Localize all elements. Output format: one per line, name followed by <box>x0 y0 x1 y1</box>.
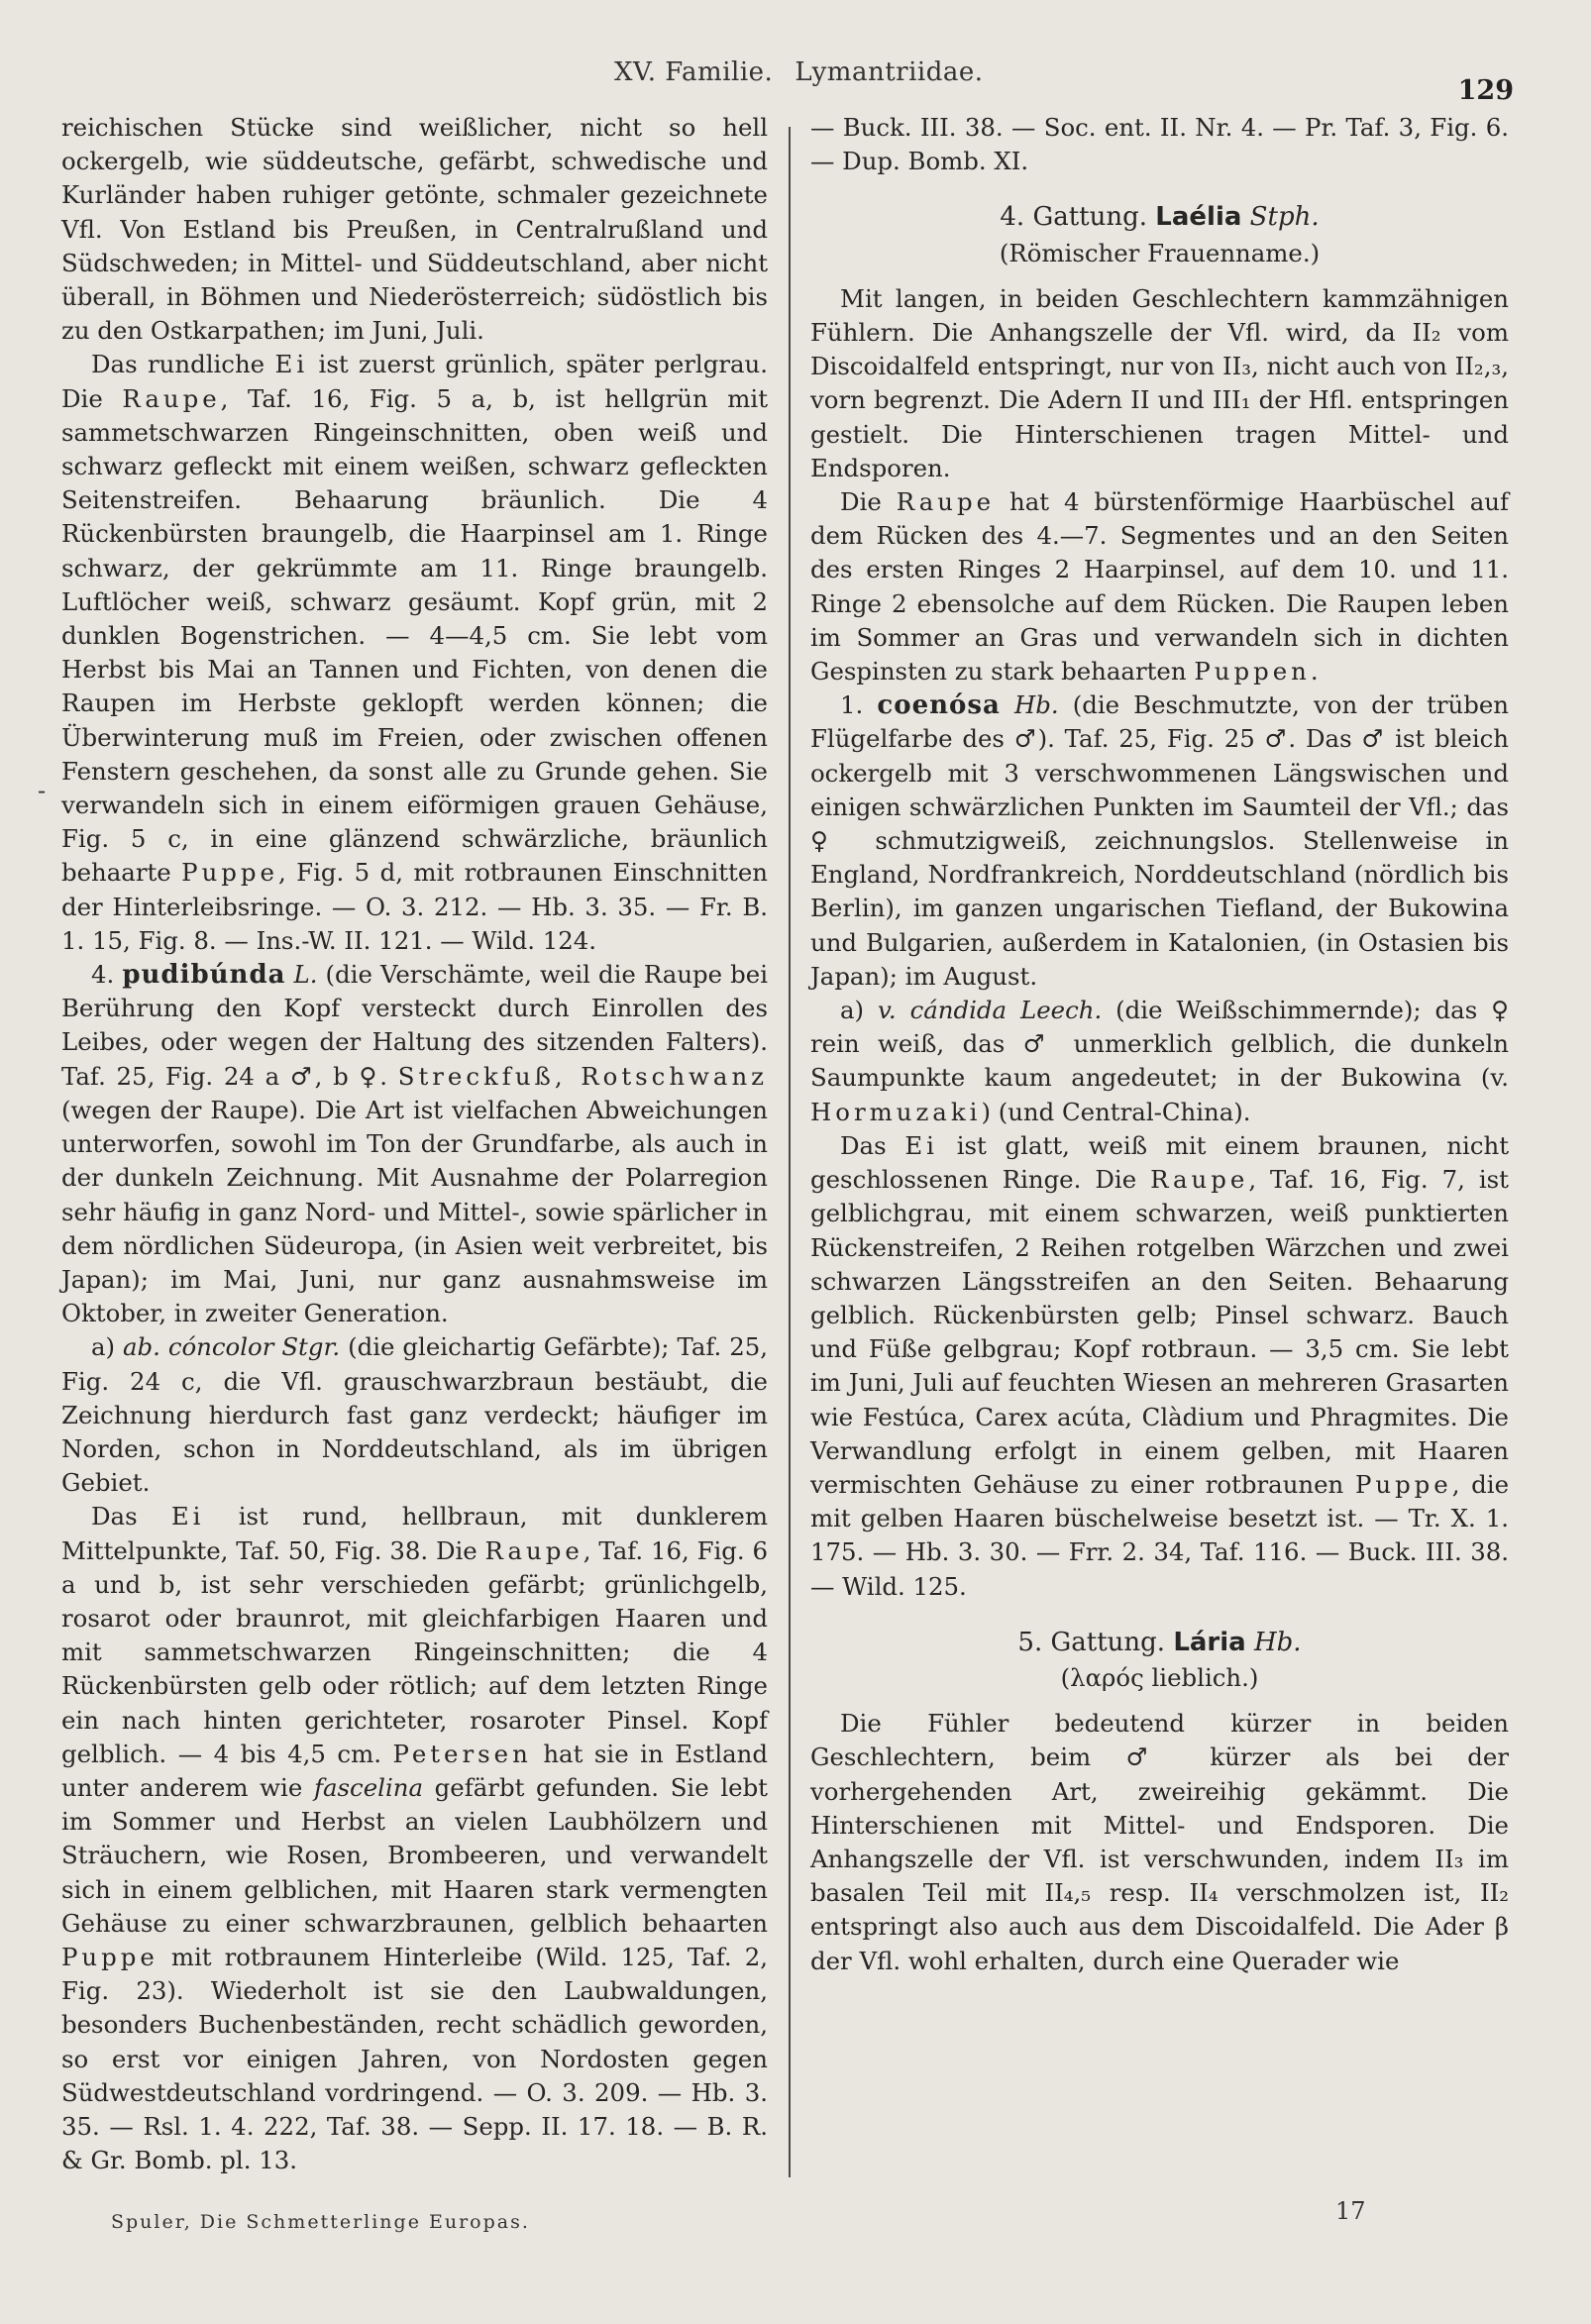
paragraph-genus-description: Die Fühler bedeutend kürzer in beiden Geschlechtern, beim ♂ kürzer als bei der vorhergehenden Art, zweireihig gekämmt. Die Hinterschienen mit Mittel- und Endsporen. Die Anhangszelle der Vfl. ist verschwunden, indem II₃ im basalen Teil mit II₄,₅ resp. II₄ verschmolzen ist, II₂ entspringt also auch aus dem Discoidalfeld. Die Ader β der Vfl. wohl erhalten, durch eine Querader wie <box>810 1709 1509 1975</box>
genus-heading-laelia: 4. Gattung. Laélia Stph. <box>1000 202 1320 233</box>
running-head <box>614 57 984 87</box>
genus-heading-laria: 5. Gattung. Lária Hb. <box>1017 1627 1302 1657</box>
paragraph-genus-description: Mit langen, in beiden Geschlechtern kammzähnigen Fühlern. Die Anhangszelle der Vfl. wird, da II₂ vom Discoidalfeld entspringt, nur von II₃, nicht auch von II₂,₃, vorn begrenzt. Die Adern II und III₁ der Hfl. entspringen gestielt. Die Hinterschienen tragen Mittel- und Endsporen. <box>810 283 1509 482</box>
paragraph-distribution: reichischen Stücke sind weißlicher, nicht so hell ockergelb, wie süddeutsche, gefärbt, schwedische und Kurländer haben ruhiger getönte, schmaler gezeichnete Vfl. Von Estland bis Preußen, in Centralrußland und Südschweden; in Mittel- und Süddeutschland, aber nicht überall, in Böhmen und Niederösterreich; südöstlich bis zu den Ostkarpathen; im Juni, Juli. <box>61 113 768 346</box>
family-number: XV. Familie. <box>614 57 774 87</box>
aberration-concolor: a) ab. cóncolor Stgr. (die gleichartig Gefärbte); Taf. 25, Fig. 24 c, die Vfl. grauschwarzbraun bestäubt, die Zeichnung hierdurch fast ganz verdeckt; häufiger im Norden, schon in Norddeutschland, als im übrigen Gebiet. <box>61 1332 769 1498</box>
species-entry-pudibunda: 4. pudibúnda L. (die Verschämte, weil die Raupe bei Berührung den Kopf versteckt durch Einrollen des Leibes, oder wegen der Haltung des sitzenden Falters). Taf. 25, Fig. 24 a ♂, b ♀. Streckfuß, Rotschwanz (wegen der Raupe). Die Art ist vielfachen Abweichungen unterworfen, sowohl im Ton der Grundfarbe, als auch in der dunkeln Zeichnung. Mit Ausnahme der Polarregion sehr häufig in ganz Nord- und Mittel-, sowie spärlicher in dem nördlichen Südeuropa, (in Asien weit verbreitet, bis Japan); im Mai, Juni, nur ganz ausnahmsweise im Oktober, in zweiter Generation. <box>61 960 769 1328</box>
paragraph-larva-genus: Die Raupe hat 4 bürstenförmige Haarbüschel auf dem Rücken des 4.—7. Segmentes und an den Seiten des ersten Ringes 2 Haarpinsel, auf dem 10. und 11. Ringe 2 ebensolche auf dem Rücken. Die Raupen leben im Sommer an Gras und verwandeln sich in dichten Gespinsten zu stark behaarten Puppen. <box>810 487 1510 687</box>
paragraph-egg-larva: Das rundliche Ei ist zuerst grünlich, später perlgrau. Die Raupe, Taf. 16, Fig. 5 a, b, ist hellgrün mit sammetschwarzen Ringeinschnitten, oben weiß und schwarz gefleckt mit einem weißen, schwarz gefleckten Seitenstreifen. Behaarung bräunlich. Die 4 Rückenbürsten braungelb, die Haarpinsel am 1. Ringe schwarz, der gekrümmte am 11. Ringe braungelb. Luftlöcher weiß, schwarz gesäumt. Kopf grün, mit 2 dunklen Bogenstrichen. — 4—4,5 cm. Sie lebt vom Herbst bis Mai an Tannen und Fichten, von denen die Raupen im Herbste geklopft werden können; die Überwinterung muß im Freien, oder zwischen offenen Fenstern geschehen, da sonst alle zu Grunde gehen. Sie verwandeln sich in einem eiförmigen grauen Gehäuse, Fig. 5 c, in eine glänzend schwärzliche, bräunlich behaarte Puppe, Fig. 5 d, mit rotbraunen Einschnitten der Hinterleibsringe. — O. 3. 212. — Hb. 3. 35. — Fr. B. 1. 15, Fig. 8. — Ins.-W. II. 121. — Wild. 124. <box>61 350 769 955</box>
variety-candida: a) v. cándida Leech. (die Weißschimmernde); das ♀ rein weiß, das ♂ unmerklich gelblich, die dunkeln Saumpunkte kaum angedeutet; in der Bukowina (v. Hormuzaki) (und Central-China). <box>810 996 1510 1126</box>
genus-subtitle: (λαρός lieblich.) <box>1060 1662 1259 1692</box>
paragraph-references: — Buck. III. 38. — Soc. ent. II. Nr. 4. — Pr. Taf. 3, Fig. 6. — Dup. Bomb. XI. <box>810 113 1509 176</box>
right-column <box>810 111 1509 1978</box>
page-number: 129 <box>1457 75 1514 106</box>
species-entry-coenosa: 1. coenósa Hb. (die Beschmutzte, von der trüben Flügelfarbe des ♂). Taf. 25, Fig. 25 ♂. Das ♂ ist bleich ockergelb mit 3 verschwommenen Längswischen und einigen schwärzlichen Punkten im Saumteil der Vfl.; das ♀ schmutzigweiß, zeichnungslos. Stellenweise in England, Nordfrankreich, Norddeutschland (nördlich bis Berlin), im ganzen ungarischen Tiefland, der Bukowina und Bulgarien, außerdem in Katalonien, (in Ostasien bis Japan); im August. <box>810 690 1510 991</box>
genus-subtitle: (Römischer Frauenname.) <box>999 238 1321 267</box>
species-name: pudibúnda <box>122 960 286 991</box>
species-name: coenósa <box>877 690 1001 721</box>
footer-signature: 17 <box>1335 2197 1366 2225</box>
family-name: Lymantriidae. <box>795 57 984 87</box>
left-column <box>61 111 768 2177</box>
margin-mark: - <box>38 777 47 804</box>
column-divider <box>789 127 791 2177</box>
paragraph-egg-larva-pudibunda: Das Ei ist rund, hellbraun, mit dunklerem Mittelpunkte, Taf. 50, Fig. 38. Die Raupe, Taf. 16, Fig. 6 a und b, ist sehr verschieden gefärbt; grünlichgelb, rosarot oder braunrot, mit gleichfarbigen Haaren und mit sammetschwarzen Ringeinschnitten; die 4 Rückenbürsten gelb oder rötlich; auf dem letzten Ringe ein nach hinten gerichteter, rosaroter Pinsel. Kopf gelblich. — 4 bis 4,5 cm. Petersen hat sie in Estland unter anderem wie fascelina gefärbt gefunden. Sie lebt im Sommer und Herbst an vielen Laubhölzern und Sträuchern, wie Rosen, Brombeeren, und verwandelt sich in einem gelblichen, mit Haaren stark vermengten Gehäuse zu einer schwarzbraunen, gelblich behaarten Puppe mit rotbraunem Hinterleibe (Wild. 125, Taf. 2, Fig. 23). Wiederholt ist sie den Laubwaldungen, besonders Buchenbeständen, recht schädlich geworden, so erst vor einigen Jahren, von Nordosten gegen Südwestdeutschland vordringend. — O. 3. 209. — Hb. 3. 35. — Rsl. 1. 4. 222, Taf. 38. — Sepp. II. 17. 18. — B. R. & Gr. Bomb. pl. 13. <box>61 1502 768 2175</box>
paragraph-egg-larva-coenosa: Das Ei ist glatt, weiß mit einem braunen, nicht geschlossenen Ringe. Die Raupe, Taf. 16, Fig. 7, ist gelblichgrau, mit einem schwarzen, weiß punktierten Rückenstreifen, 2 Reihen rotgelben Wärzchen und zwei schwarzen Längsstreifen an den Seiten. Behaarung gelblich. Rückenbürsten gelb; Pinsel schwarz. Bauch und Füße gelbgrau; Kopf rotbraun. — 3,5 cm. Sie lebt im Juni, Juli auf feuchten Wiesen an mehreren Grasarten wie Festúca, Carex acúta, Clàdium und Phragmites. Die Verwandlung erfolgt in einem gelben, mit Haaren vermischten Gehäuse zu einer rotbraunen Puppe, die mit gelben Haaren büschelweise besetzt ist. — Tr. X. 1. 175. — Hb. 3. 30. — Frr. 2. 34, Taf. 116. — Buck. III. 38. — Wild. 125. <box>810 1130 1510 1601</box>
footer-book-title: Spuler, Die Schmetterlinge Europas. <box>111 2211 530 2233</box>
